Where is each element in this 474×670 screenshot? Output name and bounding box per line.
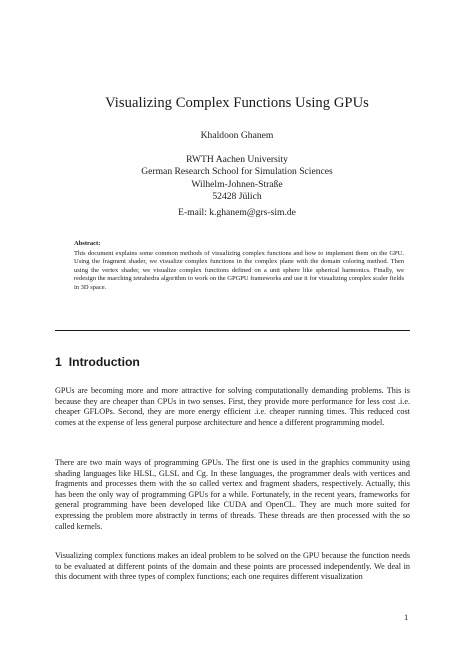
affiliation-line: RWTH Aachen University [186, 154, 288, 165]
section-title: Introduction [68, 355, 140, 369]
page-number: 1 [404, 612, 409, 622]
section-number: 1 [55, 355, 62, 369]
abstract-heading: Abstract: [74, 240, 101, 247]
body-paragraph: There are two main ways of programming GPUs. The first one is used in the graphics community using shading languages like HLSL, GLSL and Cg. In these languages, the programmer deals with vertices and fragments and processes them with the so called vertex and fragment shaders, respectively. Actually, this has been the only way of programming GPUs for a while. Fortunately, in the recent years, frameworks for general programming have been developed like CUDA and OpenCL. They are much more suited for expressing the problem more abstractly in terms of threads. These threads are then processed with the so called kernels. [55, 458, 410, 531]
affiliation-line: German Research School for Simulation Sciences [141, 166, 333, 178]
abstract [74, 240, 404, 292]
affiliation-line: Wilhelm-Johnen-Straße [191, 178, 283, 190]
horizontal-rule [55, 330, 410, 331]
body-paragraph: GPUs are becoming more and more attractive for solving computationally demanding problems. This is because they are cheaper than CPUs in two senses. First, they provide more performance for less cost .i.e. cheaper GFLOPs. Second, they are more energy efficient .i.e. cheaper running times. This reduced cost comes at the expense of less general purpose architecture and hence a different programming model. [55, 386, 410, 427]
affiliation-block [0, 154, 474, 204]
paper-title: Visualizing Complex Functions Using GPUs [105, 95, 369, 111]
affiliation-line: 52428 Jülich [212, 191, 262, 203]
author-name: Khaldoon Ghanem [200, 130, 274, 141]
author-email: E-mail: k.ghanem@grs-sim.de [178, 207, 296, 218]
abstract-text: This document explains some common methods of visualizing complex functions and how to implement them on the GPU. Using the fragment shader, we visualize complex functions in the complex plane with the domain coloring method. Then using the vertex shader, we visualize complex functions defined on a unit sphere like spherical harmonics. Finally, we redesign the marching tetrahedra algorithm to work on the GPGPU frameworks and use it for visualizing complex scaler fields in 3D space. [74, 249, 404, 291]
section-heading [55, 355, 140, 369]
body-paragraph: Visualizing complex functions makes an ideal problem to be solved on the GPU because the function needs to be evaluated at different points of the domain and these points are processed independently. We deal in this document with three types of complex functions; each one requires different visualization [55, 551, 410, 582]
